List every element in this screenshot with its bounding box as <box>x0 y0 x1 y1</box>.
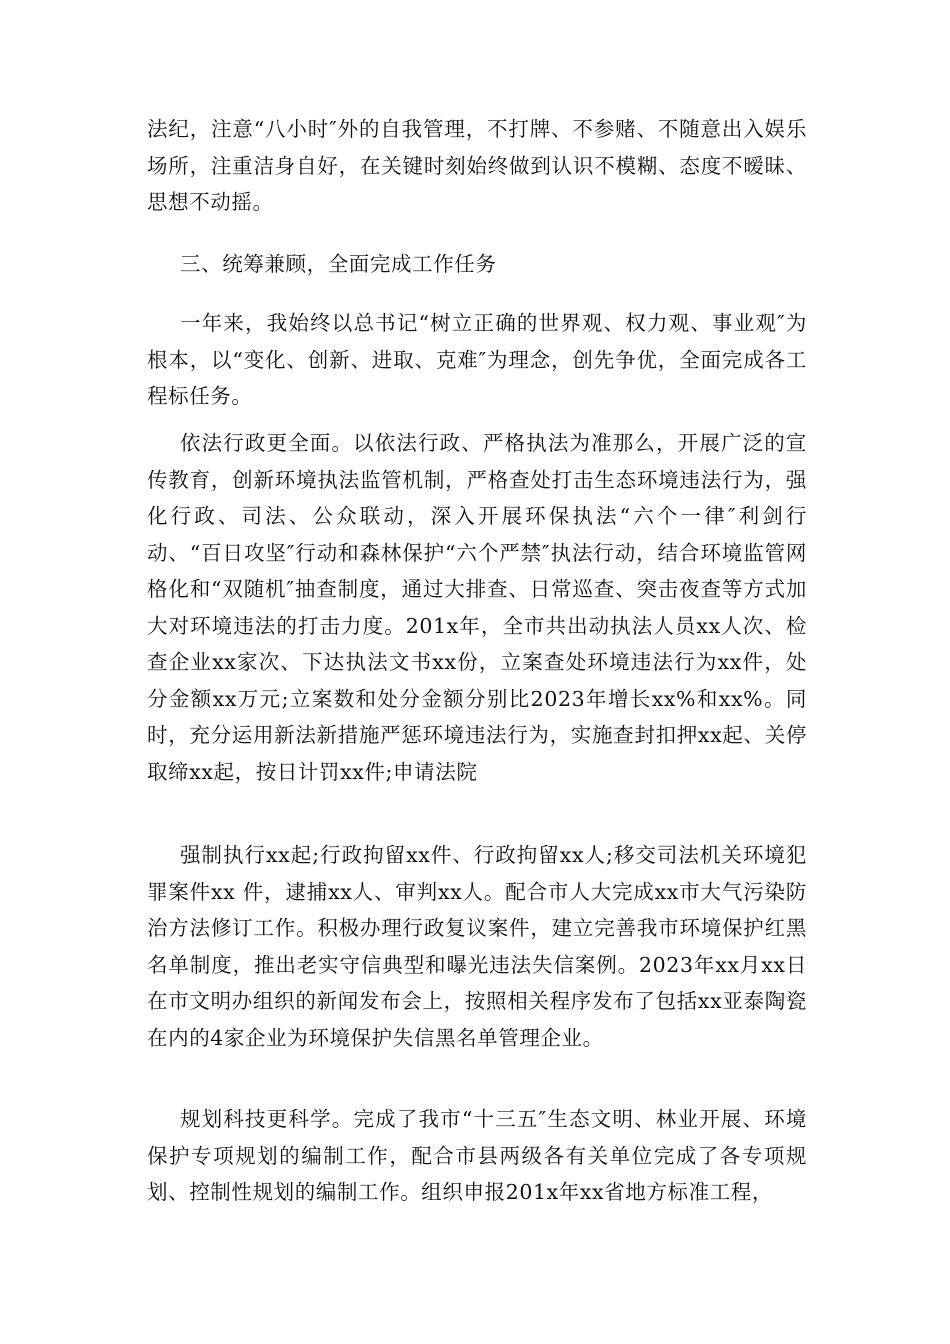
section-heading-three: 三、统筹兼顾，全面完成工作任务 <box>180 252 497 276</box>
paragraph-planning-technology: 规划科技更科学。完成了我市“十三五″生态文明、林业开展、环境保护专项规划的编制工作，配合市县两级各有关单位完成了各专项规划、控制性规划的编制工作。组织申报201x年xx省地方标准工程， <box>147 1107 807 1204</box>
paragraph-self-discipline: 法纪，注意“八小时″外的自我管理，不打牌、不参赌、不随意出入娱乐场所，注重洁身自好，在关键时刻始终做到认识不模糊、态度不暧昧、思想不动摇。 <box>147 117 807 214</box>
paragraph-law-enforcement: 依法行政更全面。以依法行政、严格执法为准那么，开展广泛的宣传教育，创新环境执法监管机制，严格查处打击生态环境违法行为，强化行政、司法、公众联动，深入开展环保执法“六个一律″利剑行动、“百日攻坚″行动和森林保护“六个严禁″执法行动，结合环境监管网格化和“双随机″抽查制度，通过大排查、日常巡查、突击夜查等方式加大对环境违法的打击力度。201x年，全市共出动执法人员xx人次、检查企业xx家次、下达执法文书xx份，立案查处环境违法行为xx件，处分金额xx万元;立案数和处分金额分别比2023年增长xx%和xx%。同时，充分运用新法新措施严惩环境违法行为，实施查封扣押xx起、关停取缔xx起，按日计罚xx件;申请法院 <box>147 431 807 784</box>
paragraph-enforcement-results: 强制执行xx起;行政拘留xx件、行政拘留xx人;移交司法机关环境犯罪案件xx 件，逮捕xx人、审判xx人。配合市人大完成xx市大气污染防治方法修订工作。积极办理行政复议案件，建立完善我市环境保护红黑名单制度，推出老实守信典型和曝光违法失信案例。2023年xx月xx日在市文明办组织的新闻发布会上，按照相关程序发布了包括xx亚泰陶瓷在内的4家企业为环境保护失信黑名单管理企业。 <box>147 843 807 1050</box>
paragraph-year-summary: 一年来，我始终以总书记“树立正确的世界观、权力观、事业观″为根本，以“变化、创新、进取、克难″为理念，创先争优，全面完成各工程标任务。 <box>147 311 807 408</box>
